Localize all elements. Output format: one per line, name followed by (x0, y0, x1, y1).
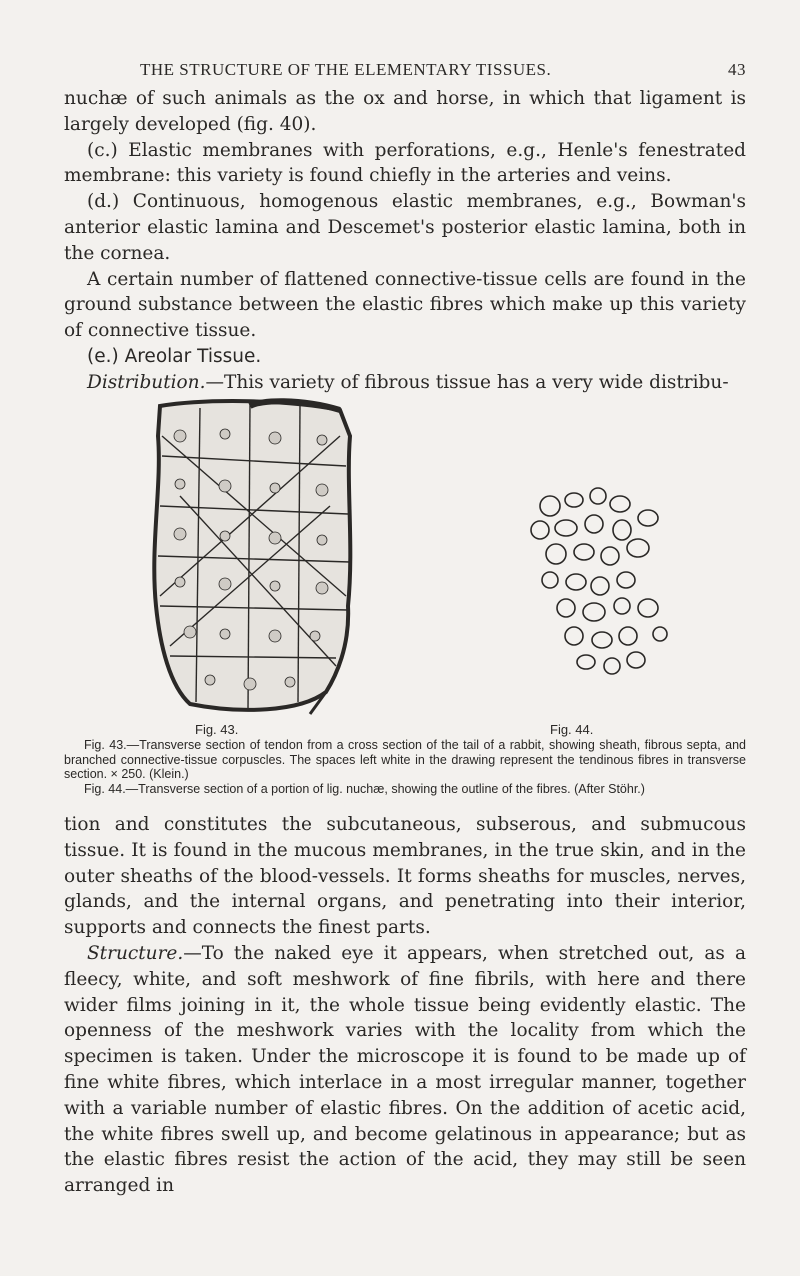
paragraph-elastic-membranes: (c.) Elastic membranes with perforations, e.g., Henle's fenestrated membrane: this variety is found chiefly in the arteries and veins. (64, 139, 746, 187)
fig43-illustration (100, 396, 720, 716)
paragraph-nuchae: nuchæ of such animals as the ox and horse, in which that ligament is largely developed (fig. 40). (64, 88, 746, 135)
top-text-block (64, 86, 746, 396)
paragraph-distribution-cont: tion and constitutes the subcutaneous, subserous, and submucous tissue. It is found in the mucous membranes, in the true skin, and in the outer sheaths of the blood-vessels. It forms sheaths for muscles, nerves, glands, and the internal organs, and penetrating into their interior, supports and connects the finest parts. (64, 814, 746, 939)
distribution-rest: —This variety of fibrous tissue has a very wide distribu- (205, 371, 729, 393)
running-title: THE STRUCTURE OF THE ELEMENTARY TISSUES. (140, 60, 552, 79)
paragraph-flattened-cells: A certain number of flattened connective-tissue cells are found in the ground substance between the elastic fibres which make up this variety of connective tissue. (64, 268, 746, 342)
page-number: 43 (728, 60, 746, 79)
figures-area (100, 396, 720, 737)
structure-lead: Structure. (87, 942, 184, 964)
fig43-label: Fig. 43. (195, 722, 239, 737)
fig44-label: Fig. 44. (550, 722, 594, 737)
paragraph-distribution (64, 370, 746, 396)
distribution-lead: Distribution. (87, 371, 206, 393)
paragraph-continuous-membranes: (d.) Continuous, homogenous elastic membranes, e.g., Bowman's anterior elastic lamina and Descemet's posterior elastic lamina, both in the cornea. (64, 191, 746, 264)
structure-rest: —To the naked eye it appears, when stretched out, as a fleecy, white, and soft meshwork of fine fibrils, with here and there wider films joining in it, the whole tissue being evidently elastic. The openness of the meshwork varies with the locality from which the specimen is taken. Under the microscope it is found to be made up of fine white fibres, which interlace in a most irregular manner, together with a variable number of elastic fibres. On the addition of acetic acid, the white fibres swell up, and become gelatinous in appearance; but as the elastic fibres resist the action of the acid, they may still be seen arranged in (64, 942, 746, 1197)
paragraph-structure (64, 941, 746, 1199)
bottom-text-block (64, 812, 746, 1199)
figure-captions (64, 738, 746, 796)
caption-fig44: Fig. 44.—Transverse section of a portion of lig. nuchæ, showing the outline of the fibres. (After Stöhr.) (84, 781, 645, 796)
heading-areolar-tissue: (e.) Areolar Tissue. (87, 345, 262, 367)
fig44-fibres (531, 488, 667, 674)
caption-fig43: Fig. 43.—Transverse section of tendon from a cross section of the tail of a rabbit, showing sheath, fibrous septa, and branched connective-tissue corpuscles. The spaces left white in the drawing represent the tendinous fibres in transverse section. × 250. (Klein.) (64, 738, 746, 781)
